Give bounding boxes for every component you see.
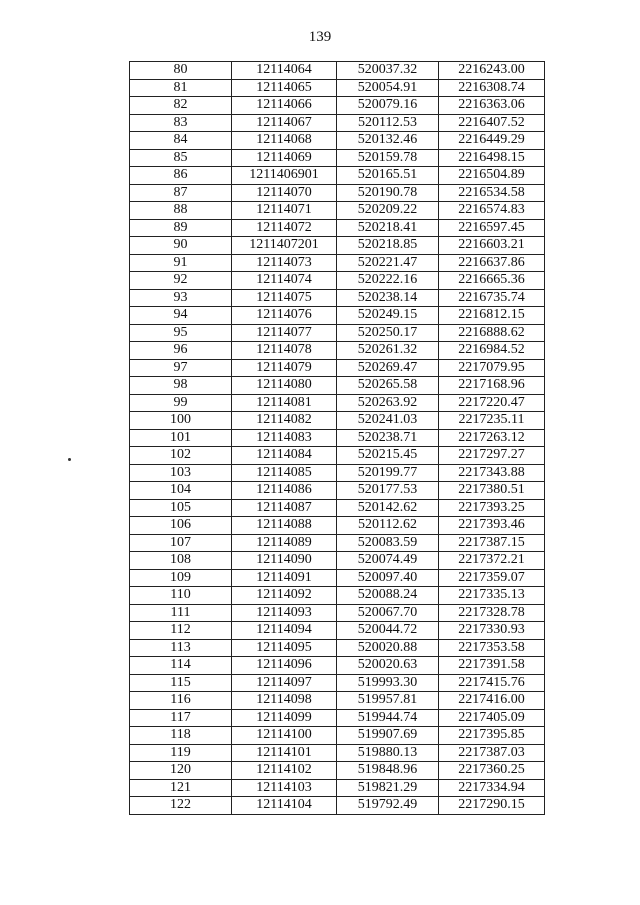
coordinate-y-cell: 2216637.86 xyxy=(439,254,545,272)
table-row xyxy=(130,359,545,377)
table-row xyxy=(130,254,545,272)
coordinate-y-cell: 2217372.21 xyxy=(439,552,545,570)
point-id-cell: 12114080 xyxy=(232,377,337,395)
coordinate-y-cell: 2216498.15 xyxy=(439,149,545,167)
point-id-cell: 12114102 xyxy=(232,762,337,780)
coordinate-x-cell: 520222.16 xyxy=(337,272,439,290)
point-number-cell: 122 xyxy=(130,797,232,815)
coordinate-y-cell: 2217335.13 xyxy=(439,587,545,605)
point-id-cell: 12114067 xyxy=(232,114,337,132)
point-id-cell: 12114082 xyxy=(232,412,337,430)
coordinate-y-cell: 2217391.58 xyxy=(439,657,545,675)
coordinate-x-cell: 520083.59 xyxy=(337,534,439,552)
table-row xyxy=(130,219,545,237)
coordinate-x-cell: 520142.62 xyxy=(337,499,439,517)
point-id-cell: 1211407201 xyxy=(232,237,337,255)
point-id-cell: 12114086 xyxy=(232,482,337,500)
table-row xyxy=(130,324,545,342)
point-number-cell: 113 xyxy=(130,639,232,657)
point-id-cell: 12114089 xyxy=(232,534,337,552)
point-id-cell: 12114081 xyxy=(232,394,337,412)
table-row xyxy=(130,377,545,395)
coordinate-y-cell: 2216812.15 xyxy=(439,307,545,325)
coordinate-x-cell: 520218.85 xyxy=(337,237,439,255)
coordinate-x-cell: 519944.74 xyxy=(337,709,439,727)
table-row xyxy=(130,237,545,255)
point-id-cell: 12114085 xyxy=(232,464,337,482)
coordinate-x-cell: 520044.72 xyxy=(337,622,439,640)
table-row xyxy=(130,622,545,640)
coordinate-y-cell: 2217168.96 xyxy=(439,377,545,395)
table-row xyxy=(130,184,545,202)
point-id-cell: 12114097 xyxy=(232,674,337,692)
coordinate-x-cell: 520249.15 xyxy=(337,307,439,325)
coordinate-x-cell: 519993.30 xyxy=(337,674,439,692)
coordinate-x-cell: 520132.46 xyxy=(337,132,439,150)
table-row xyxy=(130,79,545,97)
point-id-cell: 12114096 xyxy=(232,657,337,675)
coordinate-y-cell: 2217334.94 xyxy=(439,779,545,797)
table-row xyxy=(130,674,545,692)
point-id-cell: 12114079 xyxy=(232,359,337,377)
point-id-cell: 1211406901 xyxy=(232,167,337,185)
point-number-cell: 93 xyxy=(130,289,232,307)
table-row xyxy=(130,692,545,710)
coordinate-y-cell: 2216308.74 xyxy=(439,79,545,97)
coordinate-x-cell: 520209.22 xyxy=(337,202,439,220)
point-number-cell: 108 xyxy=(130,552,232,570)
table-row xyxy=(130,342,545,360)
coordinate-x-cell: 520238.71 xyxy=(337,429,439,447)
coordinate-y-cell: 2217359.07 xyxy=(439,569,545,587)
coordinate-y-cell: 2217395.85 xyxy=(439,727,545,745)
coordinate-y-cell: 2216407.52 xyxy=(439,114,545,132)
point-number-cell: 120 xyxy=(130,762,232,780)
coordinate-y-cell: 2217235.11 xyxy=(439,412,545,430)
coordinate-x-cell: 520067.70 xyxy=(337,604,439,622)
table-row xyxy=(130,132,545,150)
point-number-cell: 98 xyxy=(130,377,232,395)
point-number-cell: 96 xyxy=(130,342,232,360)
coordinate-y-cell: 2216603.21 xyxy=(439,237,545,255)
point-number-cell: 82 xyxy=(130,97,232,115)
point-number-cell: 95 xyxy=(130,324,232,342)
point-id-cell: 12114098 xyxy=(232,692,337,710)
point-number-cell: 87 xyxy=(130,184,232,202)
point-id-cell: 12114092 xyxy=(232,587,337,605)
point-number-cell: 110 xyxy=(130,587,232,605)
coordinate-y-cell: 2216449.29 xyxy=(439,132,545,150)
point-id-cell: 12114072 xyxy=(232,219,337,237)
table-row xyxy=(130,709,545,727)
coordinate-x-cell: 520112.62 xyxy=(337,517,439,535)
coordinate-x-cell: 520265.58 xyxy=(337,377,439,395)
point-number-cell: 111 xyxy=(130,604,232,622)
point-number-cell: 88 xyxy=(130,202,232,220)
coordinate-y-cell: 2217343.88 xyxy=(439,464,545,482)
coordinate-x-cell: 519957.81 xyxy=(337,692,439,710)
coordinate-y-cell: 2216574.83 xyxy=(439,202,545,220)
coordinate-y-cell: 2216888.62 xyxy=(439,324,545,342)
table-row xyxy=(130,272,545,290)
coordinate-y-cell: 2217360.25 xyxy=(439,762,545,780)
point-number-cell: 116 xyxy=(130,692,232,710)
table-row xyxy=(130,149,545,167)
coordinate-y-cell: 2217079.95 xyxy=(439,359,545,377)
point-id-cell: 12114073 xyxy=(232,254,337,272)
point-id-cell: 12114104 xyxy=(232,797,337,815)
point-id-cell: 12114078 xyxy=(232,342,337,360)
coordinate-y-cell: 2217297.27 xyxy=(439,447,545,465)
coordinate-x-cell: 520250.17 xyxy=(337,324,439,342)
coordinate-x-cell: 520097.40 xyxy=(337,569,439,587)
point-number-cell: 80 xyxy=(130,62,232,80)
page-number: 139 xyxy=(308,29,332,45)
point-id-cell: 12114083 xyxy=(232,429,337,447)
table-row xyxy=(130,447,545,465)
point-number-cell: 86 xyxy=(130,167,232,185)
coordinate-y-cell: 2216534.58 xyxy=(439,184,545,202)
point-id-cell: 12114088 xyxy=(232,517,337,535)
coordinate-x-cell: 520221.47 xyxy=(337,254,439,272)
point-id-cell: 12114095 xyxy=(232,639,337,657)
point-id-cell: 12114069 xyxy=(232,149,337,167)
point-id-cell: 12114103 xyxy=(232,779,337,797)
table-row xyxy=(130,482,545,500)
coordinate-x-cell: 520190.78 xyxy=(337,184,439,202)
point-number-cell: 103 xyxy=(130,464,232,482)
table-row xyxy=(130,202,545,220)
coordinates-table-body xyxy=(130,62,545,815)
table-row xyxy=(130,639,545,657)
point-id-cell: 12114094 xyxy=(232,622,337,640)
coordinate-y-cell: 2217220.47 xyxy=(439,394,545,412)
coordinate-y-cell: 2216363.06 xyxy=(439,97,545,115)
point-number-cell: 101 xyxy=(130,429,232,447)
table-row xyxy=(130,569,545,587)
point-id-cell: 12114065 xyxy=(232,79,337,97)
coordinate-y-cell: 2216735.74 xyxy=(439,289,545,307)
table-row xyxy=(130,657,545,675)
table-row xyxy=(130,97,545,115)
table-row xyxy=(130,114,545,132)
coordinate-x-cell: 519821.29 xyxy=(337,779,439,797)
coordinate-y-cell: 2217393.25 xyxy=(439,499,545,517)
point-number-cell: 112 xyxy=(130,622,232,640)
point-id-cell: 12114076 xyxy=(232,307,337,325)
point-number-cell: 90 xyxy=(130,237,232,255)
coordinate-x-cell: 520054.91 xyxy=(337,79,439,97)
point-id-cell: 12114075 xyxy=(232,289,337,307)
coordinate-x-cell: 520020.63 xyxy=(337,657,439,675)
point-id-cell: 12114099 xyxy=(232,709,337,727)
coordinate-x-cell: 520112.53 xyxy=(337,114,439,132)
coordinate-x-cell: 520218.41 xyxy=(337,219,439,237)
table-row xyxy=(130,499,545,517)
point-number-cell: 105 xyxy=(130,499,232,517)
point-number-cell: 97 xyxy=(130,359,232,377)
point-id-cell: 12114093 xyxy=(232,604,337,622)
point-number-cell: 107 xyxy=(130,534,232,552)
point-id-cell: 12114070 xyxy=(232,184,337,202)
point-number-cell: 109 xyxy=(130,569,232,587)
table-row xyxy=(130,604,545,622)
scan-speck xyxy=(68,458,71,461)
point-number-cell: 83 xyxy=(130,114,232,132)
coordinate-y-cell: 2216665.36 xyxy=(439,272,545,290)
coordinate-x-cell: 519880.13 xyxy=(337,744,439,762)
point-number-cell: 92 xyxy=(130,272,232,290)
point-number-cell: 119 xyxy=(130,744,232,762)
point-number-cell: 121 xyxy=(130,779,232,797)
coordinate-x-cell: 519907.69 xyxy=(337,727,439,745)
coordinate-x-cell: 520159.78 xyxy=(337,149,439,167)
point-id-cell: 12114087 xyxy=(232,499,337,517)
coordinate-x-cell: 520177.53 xyxy=(337,482,439,500)
point-number-cell: 84 xyxy=(130,132,232,150)
table-row xyxy=(130,464,545,482)
coordinate-y-cell: 2217387.15 xyxy=(439,534,545,552)
coordinates-table xyxy=(129,61,545,815)
table-row xyxy=(130,727,545,745)
coordinate-y-cell: 2217416.00 xyxy=(439,692,545,710)
coordinate-x-cell: 520199.77 xyxy=(337,464,439,482)
point-id-cell: 12114100 xyxy=(232,727,337,745)
point-id-cell: 12114068 xyxy=(232,132,337,150)
coordinate-x-cell: 520079.16 xyxy=(337,97,439,115)
point-number-cell: 89 xyxy=(130,219,232,237)
table-row xyxy=(130,779,545,797)
table-row xyxy=(130,552,545,570)
point-number-cell: 81 xyxy=(130,79,232,97)
coordinate-x-cell: 520215.45 xyxy=(337,447,439,465)
table-row xyxy=(130,62,545,80)
point-number-cell: 91 xyxy=(130,254,232,272)
coordinate-x-cell: 520165.51 xyxy=(337,167,439,185)
point-id-cell: 12114074 xyxy=(232,272,337,290)
table-row xyxy=(130,797,545,815)
table-row xyxy=(130,429,545,447)
coordinate-x-cell: 519792.49 xyxy=(337,797,439,815)
point-id-cell: 12114071 xyxy=(232,202,337,220)
coordinate-y-cell: 2217415.76 xyxy=(439,674,545,692)
coordinate-x-cell: 519848.96 xyxy=(337,762,439,780)
table-row xyxy=(130,289,545,307)
table-row xyxy=(130,762,545,780)
point-id-cell: 12114090 xyxy=(232,552,337,570)
table-row xyxy=(130,517,545,535)
coordinate-y-cell: 2217263.12 xyxy=(439,429,545,447)
coordinate-y-cell: 2216597.45 xyxy=(439,219,545,237)
coordinate-x-cell: 520074.49 xyxy=(337,552,439,570)
table-row xyxy=(130,534,545,552)
point-number-cell: 99 xyxy=(130,394,232,412)
coordinate-y-cell: 2217353.58 xyxy=(439,639,545,657)
point-id-cell: 12114064 xyxy=(232,62,337,80)
coordinate-y-cell: 2217290.15 xyxy=(439,797,545,815)
coordinate-x-cell: 520241.03 xyxy=(337,412,439,430)
point-number-cell: 102 xyxy=(130,447,232,465)
coordinate-x-cell: 520020.88 xyxy=(337,639,439,657)
coordinate-x-cell: 520088.24 xyxy=(337,587,439,605)
coordinate-y-cell: 2217387.03 xyxy=(439,744,545,762)
coordinate-x-cell: 520263.92 xyxy=(337,394,439,412)
point-number-cell: 100 xyxy=(130,412,232,430)
point-id-cell: 12114101 xyxy=(232,744,337,762)
point-id-cell: 12114066 xyxy=(232,97,337,115)
coordinate-x-cell: 520238.14 xyxy=(337,289,439,307)
coordinate-y-cell: 2216243.00 xyxy=(439,62,545,80)
point-id-cell: 12114084 xyxy=(232,447,337,465)
table-row xyxy=(130,412,545,430)
point-number-cell: 104 xyxy=(130,482,232,500)
coordinate-y-cell: 2217330.93 xyxy=(439,622,545,640)
coordinate-y-cell: 2216984.52 xyxy=(439,342,545,360)
point-number-cell: 117 xyxy=(130,709,232,727)
point-number-cell: 118 xyxy=(130,727,232,745)
coordinate-x-cell: 520269.47 xyxy=(337,359,439,377)
point-number-cell: 114 xyxy=(130,657,232,675)
coordinate-x-cell: 520261.32 xyxy=(337,342,439,360)
coordinate-y-cell: 2217393.46 xyxy=(439,517,545,535)
point-number-cell: 106 xyxy=(130,517,232,535)
coordinate-y-cell: 2217405.09 xyxy=(439,709,545,727)
point-id-cell: 12114091 xyxy=(232,569,337,587)
coordinate-x-cell: 520037.32 xyxy=(337,62,439,80)
table-row xyxy=(130,587,545,605)
table-row xyxy=(130,307,545,325)
table-row xyxy=(130,744,545,762)
coordinate-y-cell: 2217380.51 xyxy=(439,482,545,500)
coordinate-y-cell: 2217328.78 xyxy=(439,604,545,622)
point-number-cell: 94 xyxy=(130,307,232,325)
point-number-cell: 115 xyxy=(130,674,232,692)
table-row xyxy=(130,167,545,185)
table-row xyxy=(130,394,545,412)
point-number-cell: 85 xyxy=(130,149,232,167)
coordinate-y-cell: 2216504.89 xyxy=(439,167,545,185)
point-id-cell: 12114077 xyxy=(232,324,337,342)
